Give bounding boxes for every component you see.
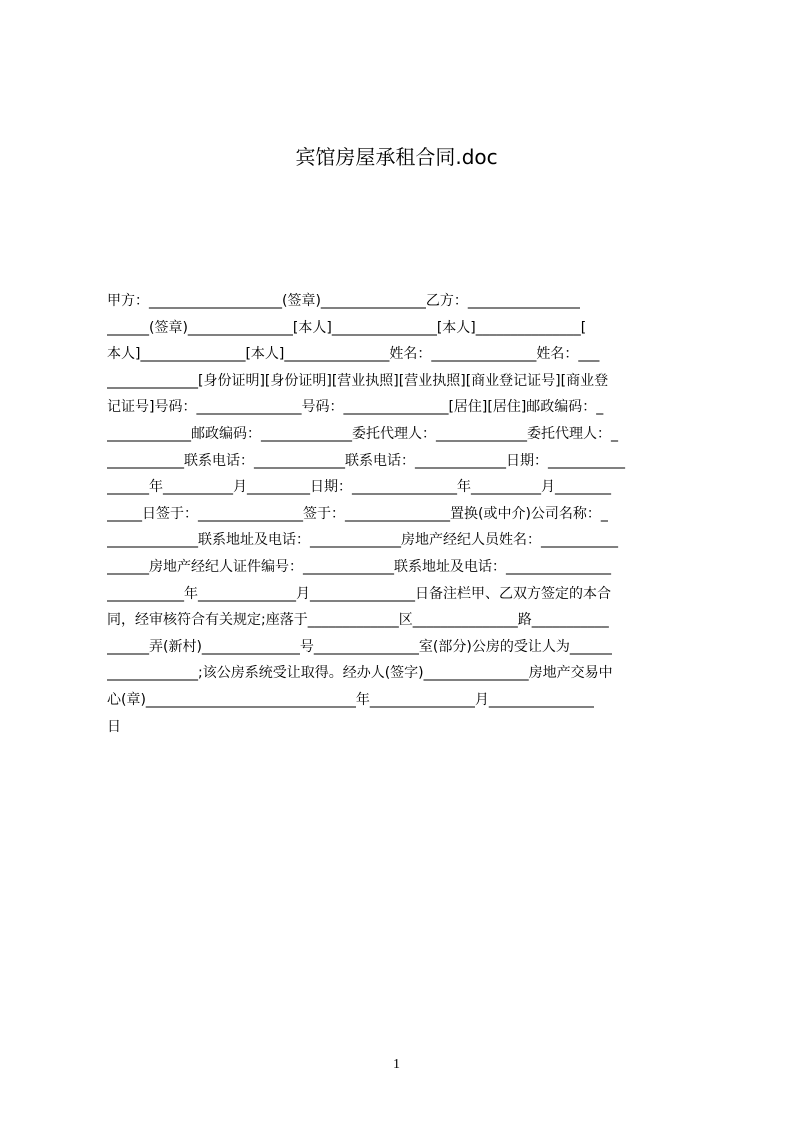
contract-line: _____________联系地址及电话：_____________房地产经纪人员姓名：___________ [107,532,618,549]
contract-line: 本人]_______________[本人]_______________姓名：_______________姓名：___ [107,346,600,363]
page-number: 1 [393,1057,400,1072]
contract-line: 同，经审核符合有关规定;座落于_____________区_______________路___________ [107,612,609,629]
contract-line: 甲方：___________________(签章)_______________乙方：________________ [107,293,580,309]
contract-line: ______年__________月_________日期：_______________年__________月________ [107,479,611,496]
contract-line: ____________邮政编码：_____________委托代理人：_____________委托代理人：_ [107,425,618,442]
contract-line: _____________[身份证明][身份证明][营业执照][营业执照][商业登记证号][商业登 [107,372,609,389]
contract-line: ___________年______________月_______________日备注栏甲、乙双方签定的本合 [107,585,611,602]
contract-line: _____日签于：_______________签于：_______________置换(或中介)公司名称：_ [107,505,608,522]
contract-line: ______(签章)_______________[本人]_______________[本人]_______________[ [107,319,587,336]
contract-line: ______房地产经纪人证件编号：_____________联系地址及电话：_______________ [107,558,611,575]
contract-line: 日 [107,718,121,735]
document-title: 宾馆房屋承租合同.doc [295,145,498,169]
contract-line: ______弄(新村)______________号_______________室(部分)公房的受让人为______ [107,638,612,655]
contract-body [107,288,699,740]
contract-line: 心(章)______________________________年_______________月_______________ [107,691,594,708]
contract-line: 记证号]号码：_______________号码：_______________[居住][居住]邮政编码：_ [107,399,604,416]
contract-line: _____________;该公房系统受让取得。经办人(签字)_______________房地产交易中 [107,665,613,682]
contract-line: ___________联系电话：_____________联系电话：_____________日期：___________ [107,452,625,469]
